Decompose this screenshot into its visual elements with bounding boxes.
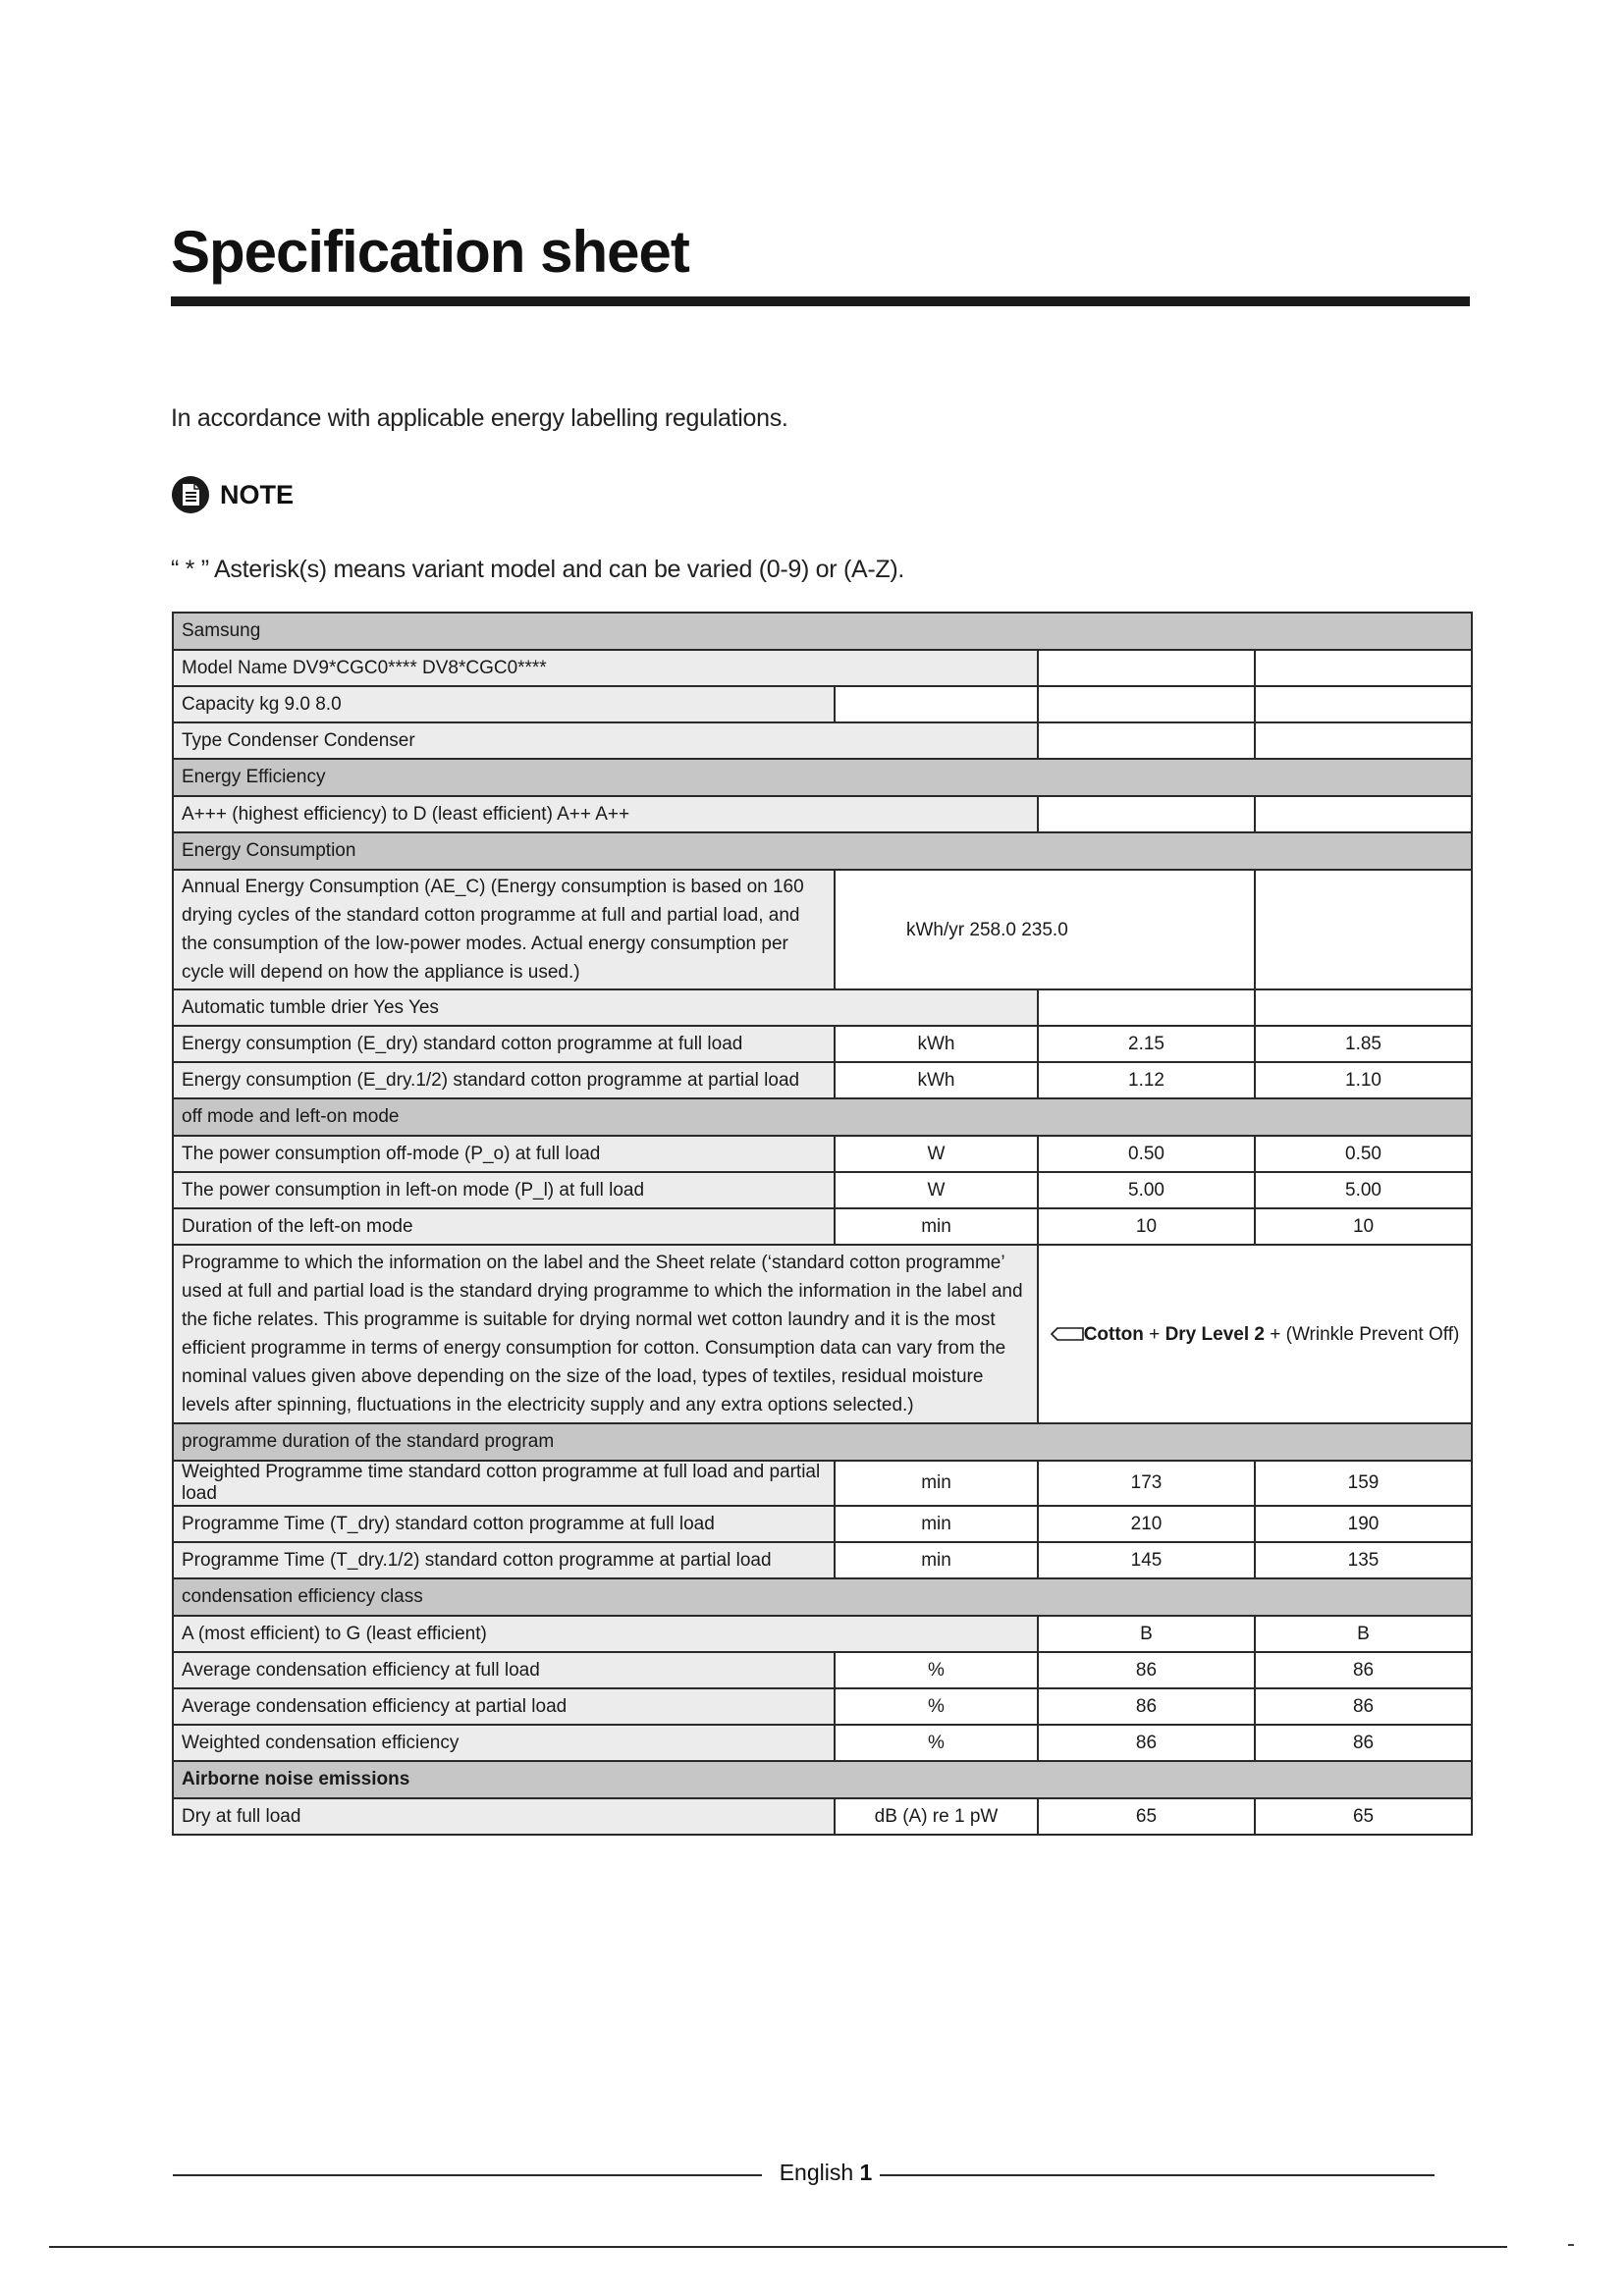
row-value-model-1: 86 [1038,1652,1255,1688]
page-footer [772,2160,880,2186]
section-row-samsung [173,613,1472,650]
table-row [173,1136,1472,1172]
section-row-energy-consumption [173,832,1472,870]
page-number: 1 [859,2160,873,2185]
row-value-model-2: 1.10 [1255,1062,1472,1098]
section-row-programme-duration [173,1423,1472,1461]
row-value-model-1: 5.00 [1038,1172,1255,1208]
row-value-model-1: B [1038,1616,1255,1652]
row-label: The power consumption in left-on mode (P_l) at full load [173,1172,835,1208]
section-energy-efficiency: Energy Efficiency [173,759,1472,796]
row-label: Weighted condensation efficiency [173,1725,835,1761]
empty-cell [1255,722,1472,759]
table-row [173,1172,1472,1208]
row-label: Weighted Programme time standard cotton programme at full load and partial load [173,1461,835,1506]
footer-rule-left [173,2174,762,2176]
table-row [173,1062,1472,1098]
row-value-model-2: 190 [1255,1506,1472,1542]
section-row-condensation [173,1578,1472,1616]
empty-cell [1038,796,1255,832]
section-noise: Airborne noise emissions [173,1761,1472,1798]
row-label: Average condensation efficiency at partial load [173,1688,835,1725]
row-unit: min [835,1506,1038,1542]
section-row-noise [173,1761,1472,1798]
row-unit: kWh [835,1062,1038,1098]
row-unit: W [835,1136,1038,1172]
row-value-model-2: B [1255,1616,1472,1652]
section-row-energy-efficiency [173,759,1472,796]
programme-plus: + [1143,1323,1165,1345]
section-energy-consumption: Energy Consumption [173,832,1472,870]
note-icon [171,475,210,514]
empty-cell [835,686,1038,722]
table-row [173,1461,1472,1506]
empty-cell [1038,989,1255,1026]
row-unit: kWh [835,1026,1038,1062]
type-cell: Type Condenser Condenser [173,722,1038,759]
row-unit: W [835,1172,1038,1208]
row-value-model-2: 65 [1255,1798,1472,1835]
intro-text: In accordance with applicable energy labelling regulations. [171,404,788,432]
automatic-drier-cell: Automatic tumble drier Yes Yes [173,989,1038,1026]
empty-cell [1255,989,1472,1026]
table-row [173,870,1472,989]
row-value-model-1: 10 [1038,1208,1255,1245]
table-row [173,1542,1472,1578]
note-heading [171,475,294,514]
row-value-model-2: 159 [1255,1461,1472,1506]
row-value-model-1: 65 [1038,1798,1255,1835]
row-label: Duration of the left-on mode [173,1208,835,1245]
programme-description: Programme to which the information on the label and the Sheet relate (‘standard cotton programme’ used at full and partial load is the standard drying programme to which the information in the label and the fiche relates. This programme is suitable for drying normal wet cotton laundry and it is the most efficient programme in terms of energy consumption for cotton. Consumption data can vary from the nominal values given above depending on the size of the load, types of textiles, residual moisture levels after spinning, fluctuations in the electricity supply and any extra options selected.) [173,1245,1038,1423]
row-unit: min [835,1208,1038,1245]
empty-cell [1038,722,1255,759]
row-value-model-1: 0.50 [1038,1136,1255,1172]
row-value-model-1: 2.15 [1038,1026,1255,1062]
note-label: NOTE [220,479,295,509]
row-value-model-2: 5.00 [1255,1172,1472,1208]
row-unit: % [835,1688,1038,1725]
table-row [173,1616,1472,1652]
row-value-model-1: 173 [1038,1461,1255,1506]
table-row [173,1725,1472,1761]
efficiency-class-cell: A+++ (highest efficiency) to D (least efficient) A++ A++ [173,796,1038,832]
empty-cell [1255,686,1472,722]
footer-rule-right [880,2174,1435,2176]
programme-cotton: Cotton [1083,1323,1144,1345]
table-row [173,1506,1472,1542]
annual-consumption-label: Annual Energy Consumption (AE_C) (Energy consumption is based on 160 drying cycles of the standard cotton programme at full and partial load, and the consumption of the low-power modes. Actual energy consumption per cycle will depend on how the appliance is used.) [173,870,835,989]
empty-cell [1255,870,1472,989]
section-off-mode: off mode and left-on mode [173,1098,1472,1136]
row-label: Programme Time (T_dry) standard cotton programme at full load [173,1506,835,1542]
row-unit: % [835,1652,1038,1688]
row-label: Average condensation efficiency at full load [173,1652,835,1688]
table-row [173,1208,1472,1245]
section-samsung: Samsung [173,613,1472,650]
empty-cell [1255,650,1472,686]
cotton-programme-icon [1051,1327,1084,1341]
table-row [173,1652,1472,1688]
title-underline [171,296,1470,306]
table-row [173,1026,1472,1062]
table-row [173,650,1472,686]
footer-language: English [779,2160,854,2185]
table-row [173,796,1472,832]
row-value-model-1: 145 [1038,1542,1255,1578]
programme-dry-level: Dry Level 2 [1164,1323,1265,1345]
row-value-model-1: 86 [1038,1688,1255,1725]
row-value-model-1: 86 [1038,1725,1255,1761]
row-unit: dB (A) re 1 pW [835,1798,1038,1835]
row-label: Dry at full load [173,1798,835,1835]
row-value-model-2: 86 [1255,1688,1472,1725]
empty-cell [1038,686,1255,722]
row-unit: min [835,1542,1038,1578]
empty-cell [1038,650,1255,686]
table-row [173,1688,1472,1725]
model-name-cell: Model Name DV9*CGC0**** DV8*CGC0**** [173,650,1038,686]
row-label: Energy consumption (E_dry) standard cotton programme at full load [173,1026,835,1062]
section-condensation: condensation efficiency class [173,1578,1472,1616]
annual-consumption-value: kWh/yr 258.0 235.0 [835,870,1255,989]
row-label: Programme Time (T_dry.1/2) standard cotton programme at partial load [173,1542,835,1578]
edge-mark [1568,2244,1574,2246]
row-value-model-2: 1.85 [1255,1026,1472,1062]
programme-plus: + [1264,1323,1286,1345]
table-row [173,989,1472,1026]
section-programme-duration: programme duration of the standard program [173,1423,1472,1461]
capacity-cell: Capacity kg 9.0 8.0 [173,686,835,722]
row-value-model-2: 86 [1255,1652,1472,1688]
row-unit: min [835,1461,1038,1506]
row-label: The power consumption off-mode (P_o) at full load [173,1136,835,1172]
row-value-model-1: 210 [1038,1506,1255,1542]
page-title: Specification sheet [171,219,689,285]
section-row-off-mode [173,1098,1472,1136]
table-row [173,1245,1472,1423]
row-unit: % [835,1725,1038,1761]
empty-cell [1255,796,1472,832]
spec-table [172,612,1473,1836]
programme-setting [1038,1245,1472,1423]
row-value-model-2: 0.50 [1255,1136,1472,1172]
row-label: A (most efficient) to G (least efficient) [173,1616,1038,1652]
table-row [173,1798,1472,1835]
table-row [173,722,1472,759]
row-value-model-2: 86 [1255,1725,1472,1761]
asterisk-note: “ * ” Asterisk(s) means variant model and can be varied (0-9) or (A-Z). [171,556,905,583]
row-label: Energy consumption (E_dry.1/2) standard cotton programme at partial load [173,1062,835,1098]
table-row [173,686,1472,722]
row-value-model-2: 10 [1255,1208,1472,1245]
programme-wrinkle: (Wrinkle Prevent Off) [1285,1323,1460,1345]
row-value-model-1: 1.12 [1038,1062,1255,1098]
bottom-rule [49,2246,1507,2248]
row-value-model-2: 135 [1255,1542,1472,1578]
